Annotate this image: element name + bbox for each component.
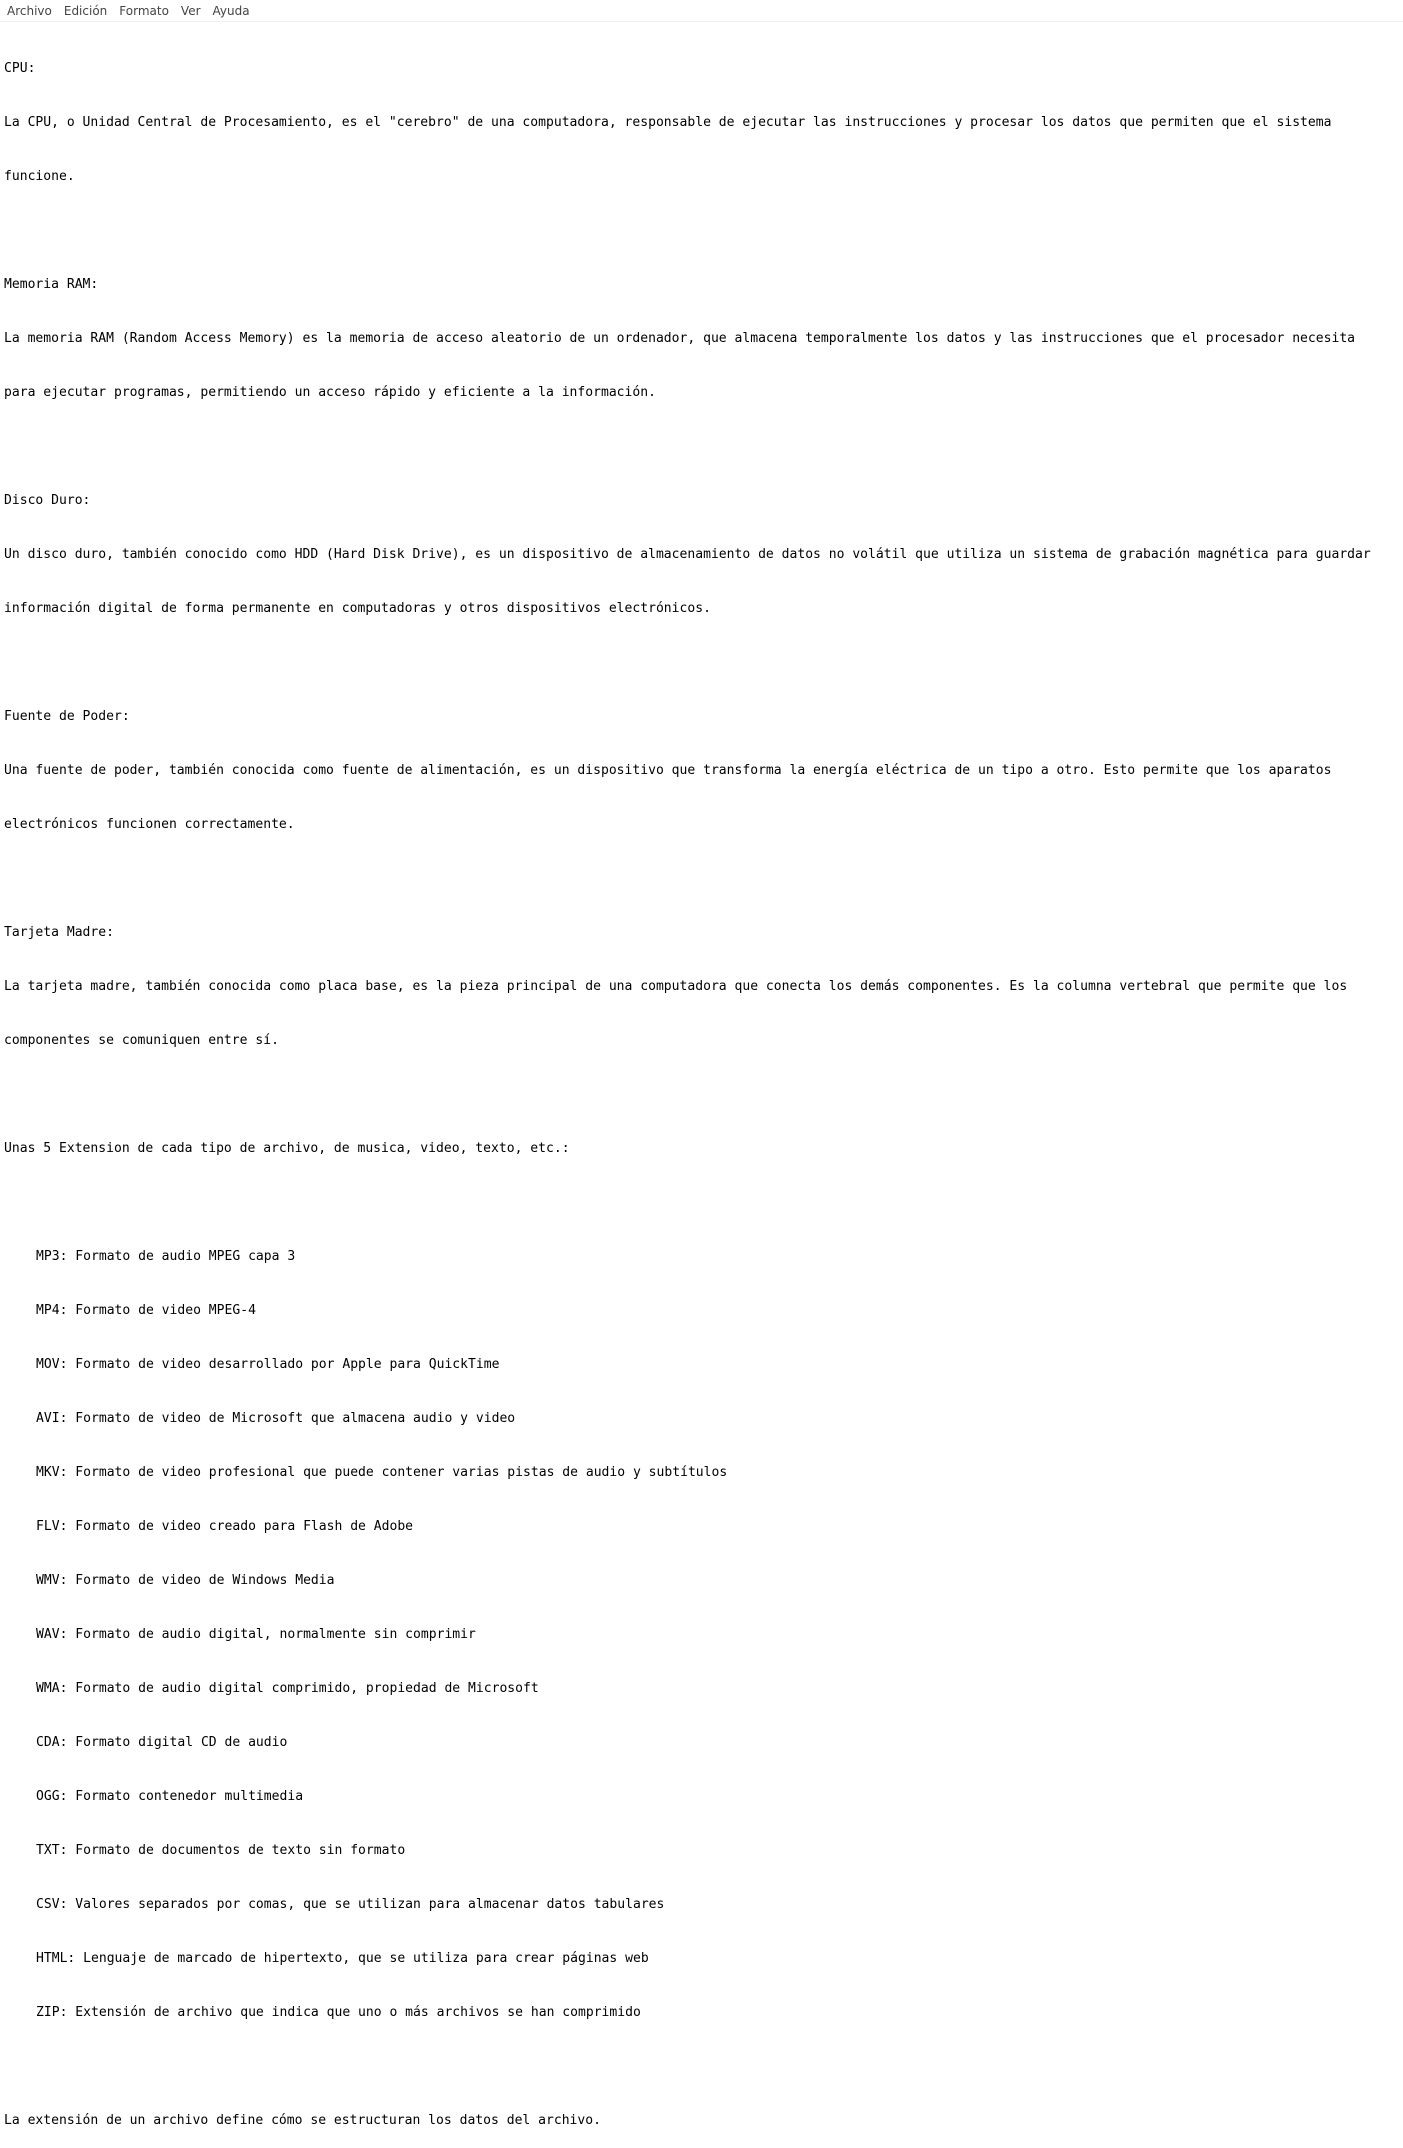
text-line: La extensión de un archivo define cómo se estructuran los datos del archivo. xyxy=(4,2113,601,2128)
text-line: Un disco duro, también conocido como HDD (Hard Disk Drive), es un dispositivo de almacenamiento de datos no volátil que utiliza un sistema de grabación magnética para guardar xyxy=(4,547,1371,562)
text-line: La memoria RAM (Random Access Memory) es la memoria de acceso aleatorio de un ordenador, que almacena temporalmente los datos y las instrucciones que el procesador necesita xyxy=(4,331,1356,346)
text-line xyxy=(4,1086,1400,1104)
text-line xyxy=(4,438,1400,456)
text-editor-area[interactable] xyxy=(4,24,1400,2128)
text-line: Memoria RAM: xyxy=(4,277,99,292)
text-line: Fuente de Poder: xyxy=(4,709,130,724)
extension-line: MKV: Formato de video profesional que puede contener varias pistas de audio y subtítulos xyxy=(36,1465,728,1480)
text-line: electrónicos funcionen correctamente. xyxy=(4,817,295,832)
text-line xyxy=(4,1194,1400,1212)
extension-line: CDA: Formato digital CD de audio xyxy=(36,1735,288,1750)
text-line: para ejecutar programas, permitiendo un acceso rápido y eficiente a la información. xyxy=(4,385,656,400)
extension-line: ZIP: Extensión de archivo que indica que uno o más archivos se han comprimido xyxy=(36,2005,641,2020)
extension-line: MOV: Formato de video desarrollado por Apple para QuickTime xyxy=(36,1357,500,1372)
menu-bar xyxy=(0,0,1403,22)
text-line: Una fuente de poder, también conocida como fuente de alimentación, es un dispositivo que transforma la energía eléctrica de un tipo a otro. Esto permite que los aparatos xyxy=(4,763,1332,778)
extension-line: MP3: Formato de audio MPEG capa 3 xyxy=(36,1249,296,1264)
text-line: Disco Duro: xyxy=(4,493,91,508)
extension-line: MP4: Formato de video MPEG-4 xyxy=(36,1303,256,1318)
text-line: Unas 5 Extension de cada tipo de archivo, de musica, video, texto, etc.: xyxy=(4,1141,570,1156)
text-line: información digital de forma permanente en computadoras y otros dispositivos electrónicos. xyxy=(4,601,711,616)
text-line xyxy=(4,2058,1400,2076)
extension-line: WMV: Formato de video de Windows Media xyxy=(36,1573,335,1588)
text-line: funcione. xyxy=(4,169,75,184)
text-line: La CPU, o Unidad Central de Procesamiento, es el "cerebro" de una computadora, responsable de ejecutar las instrucciones y procesar los datos que permiten que el sistema xyxy=(4,115,1332,130)
extension-line: CSV: Valores separados por comas, que se utilizan para almacenar datos tabulares xyxy=(36,1897,665,1912)
text-line: La tarjeta madre, también conocida como placa base, es la pieza principal de una computadora que conecta los demás componentes. Es la columna vertebral que permite que los xyxy=(4,979,1348,994)
menu-edicion[interactable]: Edición xyxy=(63,3,108,18)
text-line xyxy=(4,222,1400,240)
text-line: componentes se comuniquen entre sí. xyxy=(4,1033,279,1048)
menu-ver[interactable]: Ver xyxy=(180,3,201,18)
text-line: Tarjeta Madre: xyxy=(4,925,114,940)
text-line xyxy=(4,870,1400,888)
menu-archivo[interactable]: Archivo xyxy=(7,3,52,18)
extension-line: HTML: Lenguaje de marcado de hipertexto, que se utiliza para crear páginas web xyxy=(36,1951,649,1966)
text-line: CPU: xyxy=(4,61,36,76)
extension-line: AVI: Formato de video de Microsoft que almacena audio y video xyxy=(36,1411,516,1426)
text-line xyxy=(4,654,1400,672)
menu-ayuda[interactable]: Ayuda xyxy=(212,3,250,18)
extension-line: OGG: Formato contenedor multimedia xyxy=(36,1789,304,1804)
extension-line: TXT: Formato de documentos de texto sin formato xyxy=(36,1843,406,1858)
extension-line: WMA: Formato de audio digital comprimido, propiedad de Microsoft xyxy=(36,1681,539,1696)
menu-formato[interactable]: Formato xyxy=(119,3,169,18)
extension-line: FLV: Formato de video creado para Flash de Adobe xyxy=(36,1519,414,1534)
extension-line: WAV: Formato de audio digital, normalmente sin comprimir xyxy=(36,1627,476,1642)
